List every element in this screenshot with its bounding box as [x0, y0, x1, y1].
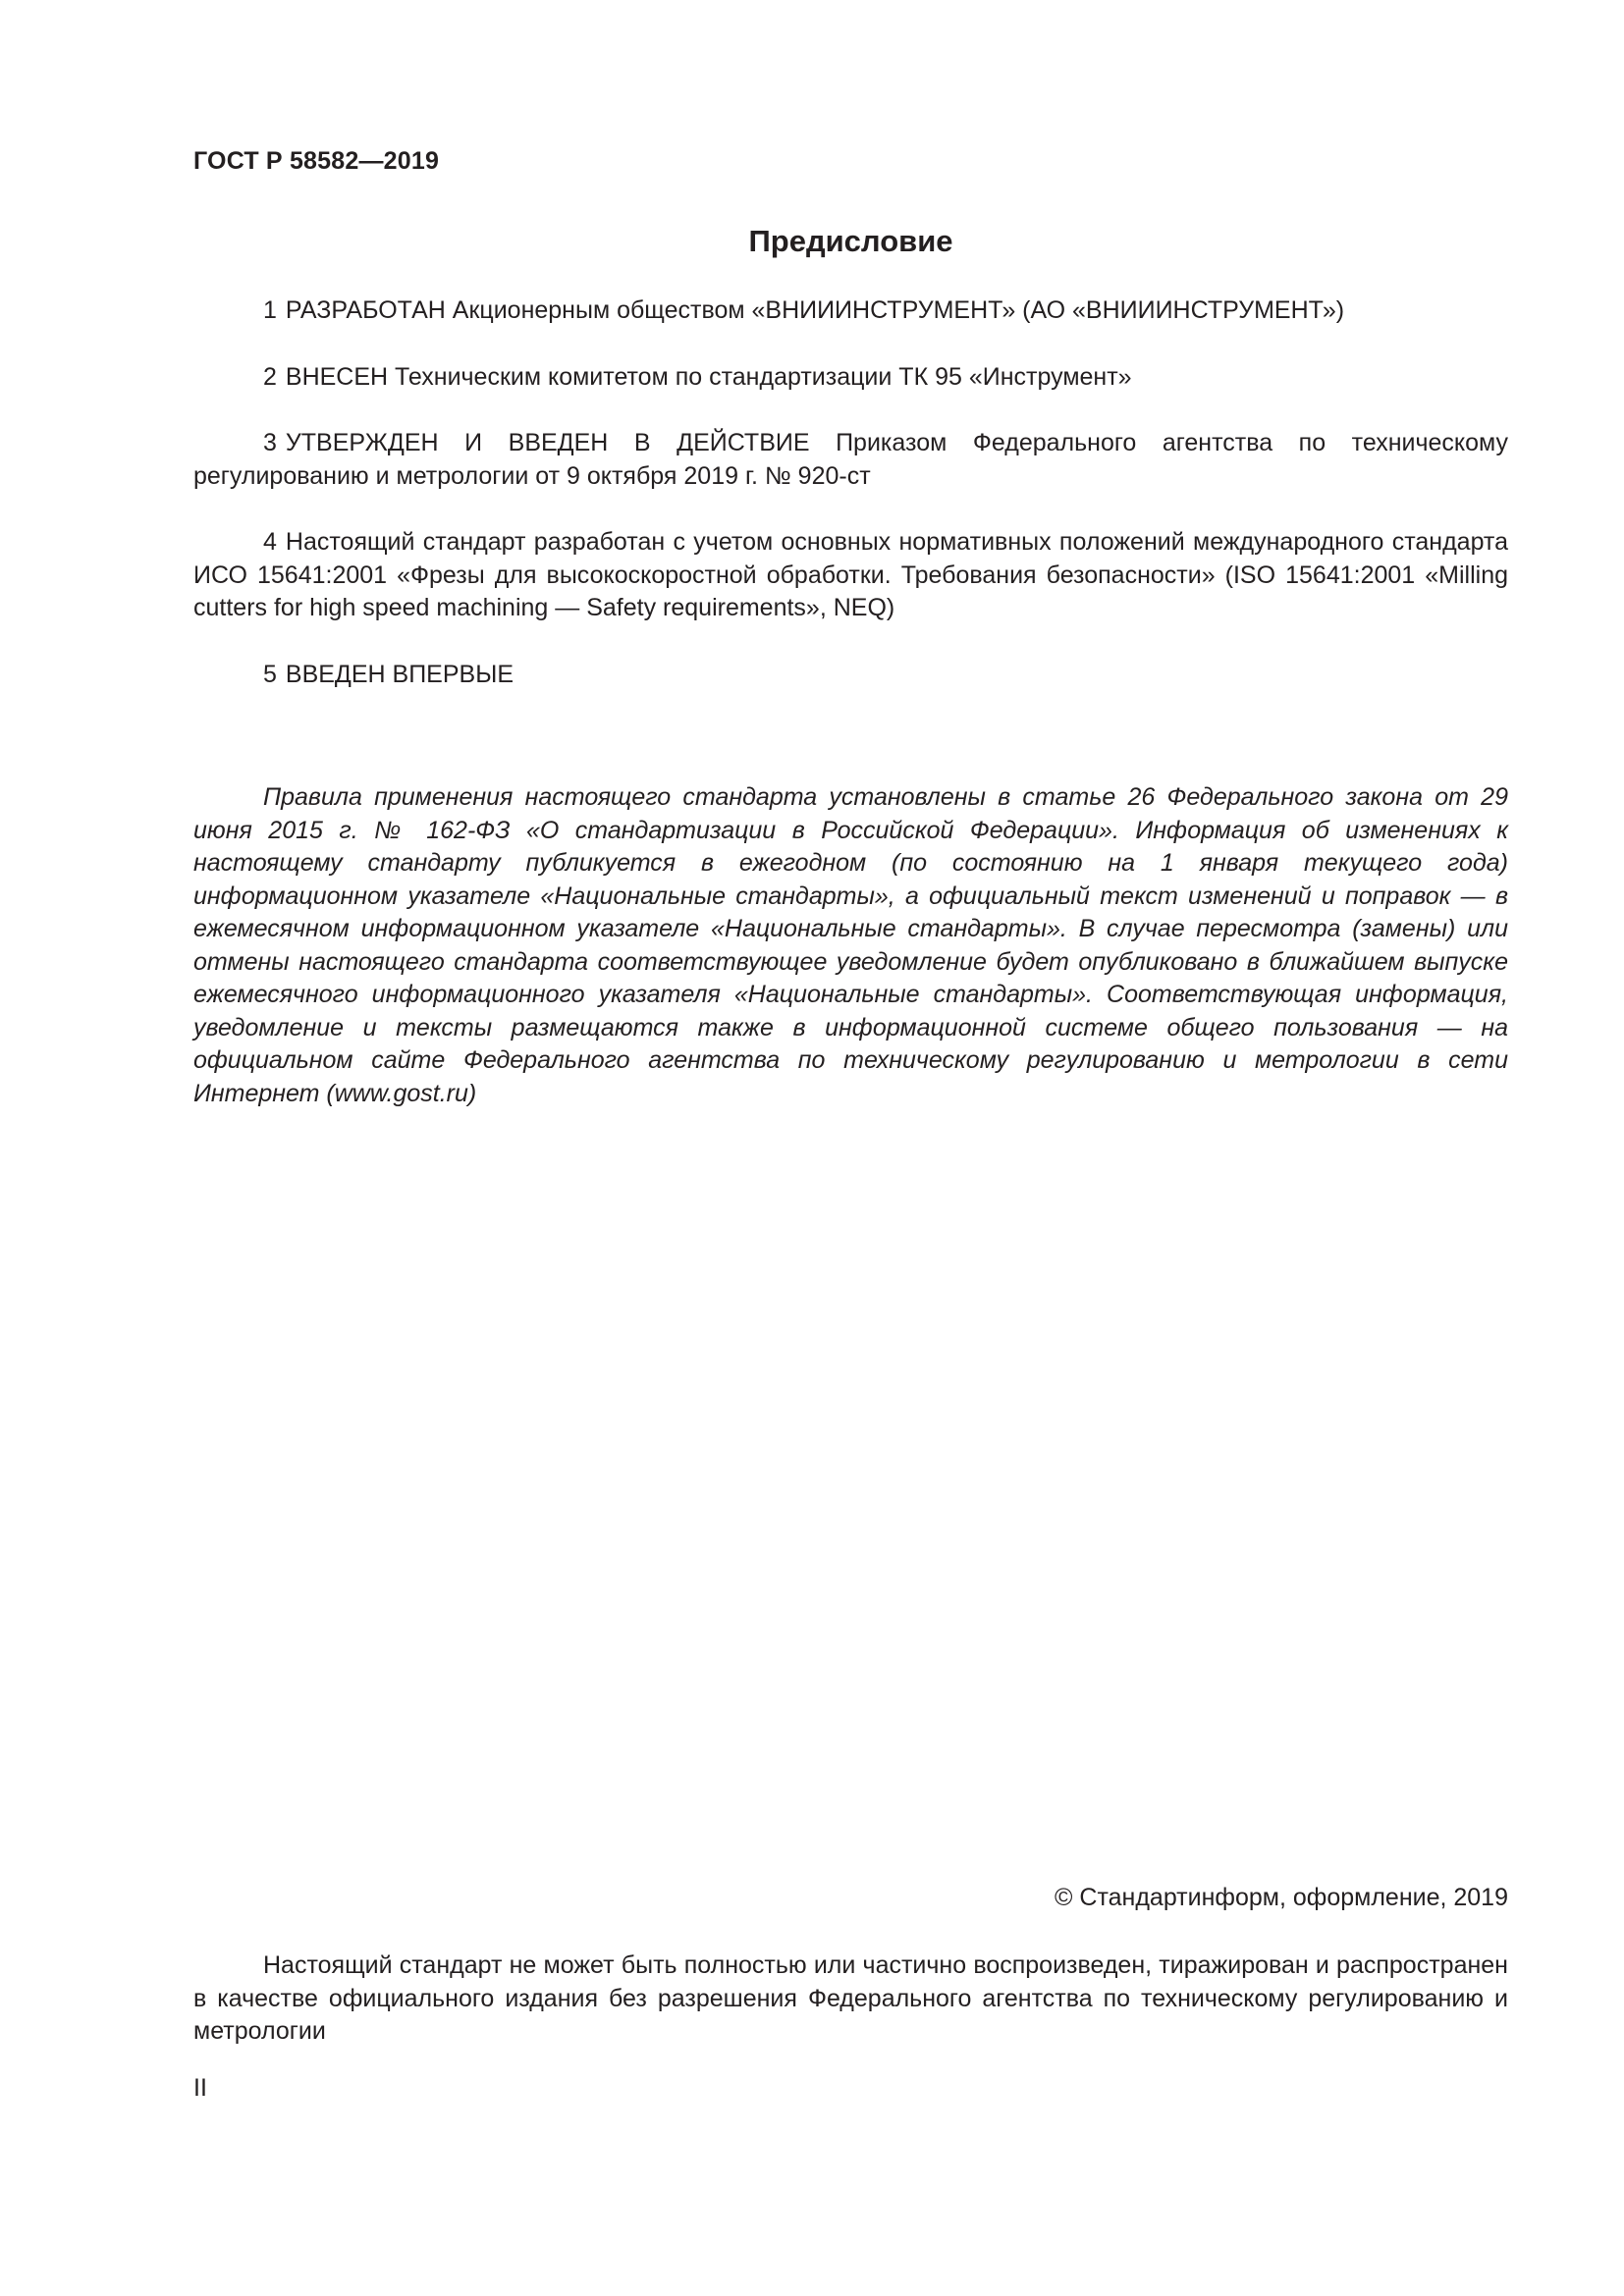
preface-item-3 [193, 427, 1508, 493]
preface-item-text: ВВЕДЕН ВПЕРВЫЕ [285, 660, 514, 688]
preface-item-text: Настоящий стандарт разработан с учетом основных нормативных положений международного стандарта ИСО 15641:2001 «Фрезы для высокоскоростной обработки. Требования безопасности» (ISO 15641:2001 «Milling cutters for high speed machining — Safety requirements», NEQ) [193, 528, 1508, 621]
document-code: ГОСТ Р 58582—2019 [193, 147, 440, 175]
preface-item-2 [193, 361, 1508, 395]
preface-item-1 [193, 294, 1508, 328]
page-title: Предисловие [748, 224, 953, 258]
preface-item-number: 5 [263, 660, 277, 688]
preface-item-4 [193, 526, 1508, 625]
preface-items [193, 294, 1508, 724]
preface-item-number: 2 [263, 362, 277, 391]
preface-item-number: 1 [263, 296, 277, 324]
preface-item-text: УТВЕРЖДЕН И ВВЕДЕН В ДЕЙСТВИЕ Приказом Федерального агентства по техническому регулированию и метрологии от 9 октября 2019 г. № 920-ст [193, 429, 1508, 490]
preface-item-text: РАЗРАБОТАН Акционерным обществом «ВНИИИНСТРУМЕНТ» (АО «ВНИИИНСТРУМЕНТ») [285, 296, 1345, 324]
preface-item-number: 4 [263, 528, 277, 556]
copyright-line: © Стандартинформ, оформление, 2019 [1055, 1884, 1508, 1911]
reproduction-notice: Настоящий стандарт не может быть полностью или частично воспроизведен, тиражирован и распространен в качестве официального издания без разрешения Федерального агентства по техническому регулированию и метрологии [193, 1951, 1508, 2045]
preface-item-5 [193, 659, 1508, 692]
application-rules-notice: Правила применения настоящего стандарта установлены в статье 26 Федерального закона от 29 июня 2015 г. № 162-ФЗ «О стандартизации в Российской Федерации». Информация об изменениях к настоящему стандарту публикуется в ежегодном (по состоянию на 1 января текущего года) информационном указателе «Национальные стандарты», а официальный текст изменений и поправок — в ежемесячном информационном указателе «Национальные стандарты». В случае пересмотра (замены) или отмены настоящего стандарта соответствующее уведомление будет опубликовано в ближайшем выпуске ежемесячного информационного указателя «Национальные стандарты». Соответствующая информация, уведомление и тексты размещаются также в информационной системе общего пользования — на официальном сайте Федерального агентства по техническому регулированию и метрологии в сети Интернет (www.gost.ru) [193, 783, 1508, 1107]
preface-item-text: ВНЕСЕН Техническим комитетом по стандартизации ТК 95 «Инструмент» [285, 362, 1132, 391]
page-number: II [193, 2074, 207, 2102]
preface-item-number: 3 [263, 429, 277, 456]
